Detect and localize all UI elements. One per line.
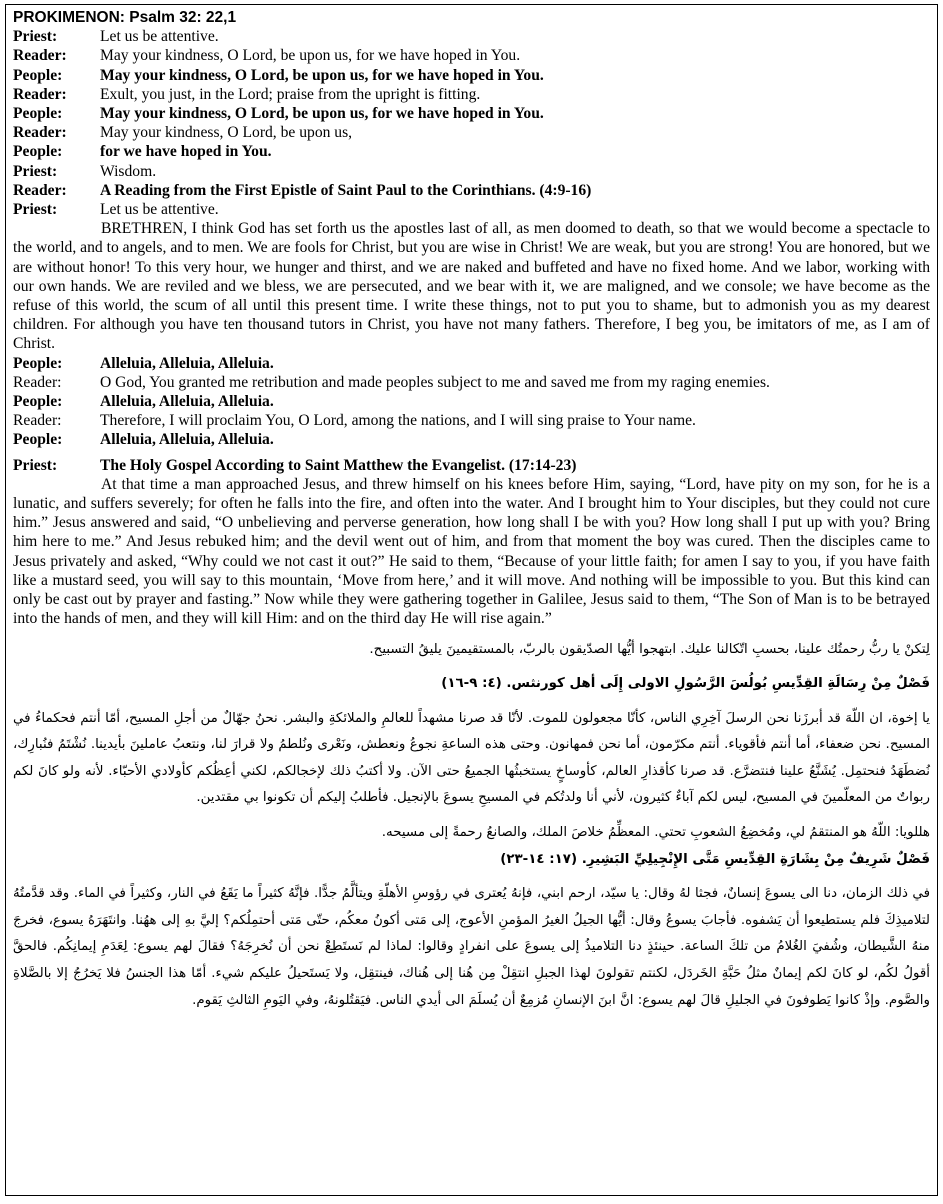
line-text: May your kindness, O Lord, be upon us, for we have hoped in You.	[100, 47, 521, 65]
speaker-label: Reader:	[13, 124, 67, 142]
prokimenon-line	[13, 200, 930, 219]
alleluia-line	[13, 373, 930, 392]
speaker-label: People:	[13, 143, 63, 161]
alleluia-line	[13, 430, 930, 449]
prokimenon-title: PROKIMENON: Psalm 32: 22,1	[13, 9, 237, 26]
speaker-label: People:	[13, 393, 63, 411]
prokimenon-line	[13, 104, 930, 123]
line-text: Wisdom.	[100, 162, 157, 180]
arabic-gospel-heading: فَصْلٌ شَرِيفٌ مِنْ بِشَارَةِ القِدِّيسِ مَتَّى الإِنْجِيلِيِّ البَشِيرِ. (١٧: ١٤-٢٣)	[500, 851, 930, 867]
prokimenon-line	[13, 66, 930, 85]
prokimenon-line	[13, 142, 930, 161]
speaker-label: Priest:	[13, 201, 58, 219]
gospel-speaker: Priest:	[13, 456, 58, 474]
prokimenon-line	[13, 46, 930, 65]
gospel-heading-line	[13, 456, 930, 475]
alleluia-lines	[13, 354, 930, 450]
line-text: Alleluia, Alleluia, Alleluia.	[100, 431, 274, 449]
prokimenon-line	[13, 162, 930, 181]
prokimenon-lines	[13, 27, 930, 219]
prokimenon-line	[13, 27, 930, 46]
alleluia-line	[13, 392, 930, 411]
line-text: Alleluia, Alleluia, Alleluia.	[100, 393, 274, 411]
gospel-heading: The Holy Gospel According to Saint Matthew the Evangelist. (17:14-23)	[100, 456, 577, 474]
arabic-epistle-heading: فَصْلٌ مِنْ رِسَالَةِ القِدِّيسِ بُولُسَ الرَّسُولِ الاولى إِلَى أهل كورنثس. (٤: ٩-١٦)	[441, 676, 930, 692]
speaker-label: Reader:	[13, 373, 62, 391]
line-text: May your kindness, O Lord, be upon us,	[100, 124, 353, 142]
line-text: Let us be attentive.	[100, 201, 219, 219]
liturgy-page	[5, 4, 938, 1196]
speaker-label: People:	[13, 66, 63, 84]
speaker-label: Priest:	[13, 162, 58, 180]
line-text: Alleluia, Alleluia, Alleluia.	[100, 354, 274, 372]
line-text: Let us be attentive.	[100, 28, 219, 46]
speaker-label: Reader:	[13, 85, 67, 103]
speaker-label: People:	[13, 354, 63, 372]
epistle-text: BRETHREN, I think God has set forth us the apostles last of all, as men doomed to death, so that we would become a spectacle to the world, and to angels, and to men. We are fools for Christ, but you are wise in Christ! We are weak, but you are strong! You are honored, but we are without honor! To this very hour, we hunger and thirst, and we are naked and buffeted and have no fixed home. And we labor, working with our own hands. We are reviled and we bless, we are persecuted, and we bear with it, we are maligned, and we console; we have become as the refuse of this world, the scum of all until this present time. I write these things, not to put you to shame, but to admonish you as my dearest children. For although you have ten thousand tutors in Christ, you have not many fathers. Therefore, I beg you, be imitators of me, as I am of Christ.	[13, 220, 930, 353]
prokimenon-line	[13, 181, 930, 200]
line-text: Exult, you just, in the Lord; praise from the upright is fitting.	[100, 85, 481, 103]
line-text: for we have hoped in You.	[100, 143, 272, 161]
prokimenon-line	[13, 123, 930, 142]
alleluia-line	[13, 411, 930, 430]
speaker-label: Reader:	[13, 412, 62, 430]
line-text: Therefore, I will proclaim You, O Lord, among the nations, and I will sing praise to Your name.	[100, 412, 696, 430]
prokimenon-line	[13, 85, 930, 104]
line-text: May your kindness, O Lord, be upon us, for we have hoped in You.	[100, 105, 544, 123]
line-text: May your kindness, O Lord, be upon us, for we have hoped in You.	[100, 66, 544, 84]
alleluia-line	[13, 354, 930, 373]
gospel-text: At that time a man approached Jesus, and threw himself on his knees before Him, saying, “Lord, have pity on my son, for he is a lunatic, and suffers severely; for often he falls into the fire, and often into the water. And I brought him to Your disciples, but they could not cure him.” Jesus answered and said, “O unbelieving and perverse generation, how long shall I be with you? How long shall I put up with you? Bring him here to me.” And Jesus rebuked him; and the devil went out of him, and from that moment the boy was cured. Then the disciples came to Jesus privately and asked, “Why could we not cast it out?” He said to them, “Because of your little faith; for amen I say to you, if you have faith like a mustard seed, you will say to this mountain, ‘Move from here,’ and it will move. And nothing will be impossible to you. But this kind can only be cast out by prayer and fasting.” Now while they were gathering together in Galilee, Jesus said to them, “The Son of Man is to be betrayed into the hands of men, and they will kill Him: and on the third day He will rise again.”	[13, 475, 930, 628]
speaker-label: People:	[13, 431, 63, 449]
line-text: O God, You granted me retribution and made peoples subject to me and saved me from my raging enemies.	[100, 373, 770, 391]
speaker-label: Priest:	[13, 28, 58, 46]
speaker-label: Reader:	[13, 47, 67, 65]
line-text: A Reading from the First Epistle of Saint Paul to the Corinthians. (4:9-16)	[100, 181, 592, 199]
arabic-epistle: يا إخوة، ان اللّهَ قد أبرزَنا نحن الرسلَ آخِرِي الناس، كأنّا مجعولون للموت. لأنّا قد صرنا مشهداً للعالمِ والملائكةِ والبشر. نحنُ جهّالٌ من أجلِ المسيح، أمّا أنتم فحكماءُ في المسيح. نحن ضعفاء، أما أنتم فأقوياء. أنتم مكرّمون، أما نحن فمهانون. وحتى هذه الساعةِ نجوعُ ونعطش، ونَعْرى ونُلطمُ ولا قرارَ لنا، ونتعبُ عاملينَ بأيدينا. نُشْتَمُ فنُبارِك، نُضطَهَدُ فنحتمِل. يُشَنَّعُ علينا فنتضرَّع. قد صرنا كأقذارِ العالم، كأوساخٍ يستخبثُها الجميعُ حتى الآن. ولا أكتبُ ذلك لإخجالكم، لكني أعِظُكم كأولادي الأحبّاء. لأنه ولو كانَ لكم ربواتٌ من المعلّمينَ في المسيح، ليس لكم آباءٌ كثيرون، لأني أنا ولدتُكم في المسيحِ يسوعَ بالإنجيل. فأطلبُ إليكم أن تكونوا بي مقتدين.	[13, 710, 930, 806]
arabic-gospel: في ذلك الزمان، دنا الى يسوعَ إنسانٌ، فجثا لهُ وقال: يا سيّد، ارحم ابني، فإنهُ يُعترى في رؤوسِ الأهلّةِ ويتألَّمُ جدًّا. فإنَّهُ كثيراً ما يَقَعُ في النار، وكثيراً في الماء. وقد قدَّمتُهُ لتلاميذِكَ فلم يستطيعوا أن يَشفوه. فأجابَ يسوعُ وقال: أيُّها الجيلُ الغيرُ المؤمنِ الأعوج، إلى مَتى أكونُ معكُم، حتّى مَتى أحتمِلُكم؟ إليَّ بهِ إلى ههُنا. وانتَهَرَهُ يسوع، فخرجَ منهُ الشَّيطان، وشُفيَ الغُلامُ من تلكَ الساعة. حينئذٍ دنا التلاميذُ إلى يسوعَ على انفرادٍ وقالوا: لماذا لم نَستَطِعْ نحن أن نُخرِجَهُ؟ فقالَ لهم يسوع: لِعَدَمِ إيمانِكُم. فالحقَّ أقولُ لكُم، لو كانَ لكم إيمانٌ مثلُ حَبَّةِ الخَردَل، لكنتم تقولونَ لهذا الجبلِ انتقِلْ مِن هُنا إلى هُناك، فينتقِل، ولا يَستَحيلُ عليكم شيء. أمّا هذا الجنسُ فلا يَخرُجُ إلا بالصَّلاةِ والصَّوم. وإذْ كانوا يَطوفونَ في الجليلِ قالَ لهم يسوع: انَّ ابنَ الإنسانِ مُزمِعٌ أن يُسلَمَ الى أيدي الناس. فيَقتُلونهُ، وفي اليَومِ الثالثِ يَقوم.	[13, 886, 930, 1008]
arabic-alleluia: هللويا: اللّهُ هو المنتقمُ لي، ومُخضِعُ الشعوبِ تحتي. المعظِّمُ خلاصَ الملك، والصانعُ رحمةً إلى مسيحه.	[381, 825, 930, 841]
speaker-label: People:	[13, 105, 63, 123]
arabic-prokimenon: لِتكنْ يا ربُّ رحمتُك علينا، بحسبِ اتّكالنا عليك. ابتهجوا أيُّها الصدّيقون بالربّ، بالمستقيمينَ يليقُ التسبيح.	[369, 641, 930, 657]
speaker-label: Reader:	[13, 181, 67, 199]
